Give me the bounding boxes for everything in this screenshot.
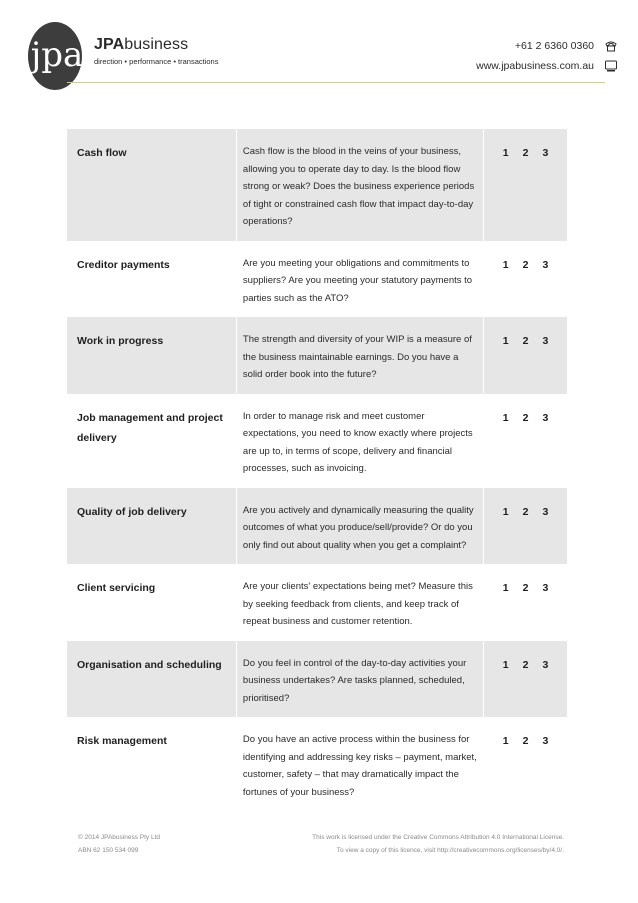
score-option[interactable]: 3 bbox=[542, 582, 549, 594]
score-option[interactable]: 3 bbox=[542, 411, 549, 424]
score-option[interactable]: 1 bbox=[502, 411, 509, 424]
category-description: Are you actively and dynamically measuring the quality outcomes of what you produce/sell/provide? Or do you only find out about quality when you get a complaint? bbox=[236, 488, 483, 565]
assessment-row bbox=[67, 641, 567, 718]
category-description: Do you have an active process within the business for identifying and addressing key risks – payment, market, customer, safety – that may dramatically impact the fortunes of your business? bbox=[236, 717, 483, 811]
score-options bbox=[484, 129, 567, 241]
copyright-text: © 2014 JPAbusiness Pty Ltd bbox=[78, 834, 160, 841]
brand-tagline: direction • performance • transactions bbox=[94, 57, 219, 66]
category-label: Creditor payments bbox=[67, 241, 236, 318]
score-options bbox=[484, 241, 567, 318]
assessment-row bbox=[67, 394, 567, 488]
score-option[interactable]: 2 bbox=[522, 582, 529, 594]
contact-block bbox=[476, 36, 618, 76]
monitor-icon bbox=[604, 59, 618, 73]
category-label: Risk management bbox=[67, 717, 236, 811]
website-link[interactable]: www.jpabusiness.com.au bbox=[476, 60, 594, 72]
category-label: Quality of job delivery bbox=[67, 488, 236, 565]
score-option[interactable]: 1 bbox=[502, 735, 509, 747]
license-link[interactable]: http://creativecommons.org/licenses/by/4.0/ bbox=[437, 847, 563, 854]
category-description: The strength and diversity of your WIP is a measure of the business maintainable earnings. Do you have a solid order book into the future? bbox=[236, 317, 483, 394]
score-option[interactable]: 2 bbox=[522, 335, 529, 347]
score-option[interactable]: 1 bbox=[502, 505, 509, 518]
phone-number: +61 2 6360 0360 bbox=[514, 40, 594, 52]
score-option[interactable]: 3 bbox=[542, 147, 549, 159]
score-option[interactable]: 2 bbox=[522, 658, 529, 671]
category-label: Client servicing bbox=[67, 564, 236, 641]
score-option[interactable]: 3 bbox=[542, 658, 549, 671]
category-description: Are your clients' expectations being met? Measure this by seeking feedback from clients, and keep track of repeat business and customer retention. bbox=[236, 564, 483, 641]
telephone-icon bbox=[604, 39, 618, 53]
assessment-row bbox=[67, 488, 567, 565]
score-options bbox=[484, 488, 567, 565]
score-option[interactable]: 2 bbox=[522, 505, 529, 518]
assessment-row bbox=[67, 317, 567, 394]
assessment-row bbox=[67, 129, 567, 241]
score-option[interactable]: 2 bbox=[522, 258, 529, 271]
score-options bbox=[484, 641, 567, 718]
category-label: Job management and project delivery bbox=[67, 394, 236, 488]
license-text: This work is licensed under the Creative Commons Attribution 4.0 International License. bbox=[312, 834, 564, 841]
category-description: Cash flow is the blood in the veins of your business, allowing you to operate day to day. Is the blood flow strong or weak? Does the business experience periods of tight or constrained cash flow that impact day-to-day operations? bbox=[236, 129, 483, 241]
category-label: Work in progress bbox=[67, 317, 236, 394]
score-option[interactable]: 2 bbox=[522, 735, 529, 747]
score-option[interactable]: 3 bbox=[542, 258, 549, 271]
score-option[interactable]: 3 bbox=[542, 735, 549, 747]
license-view-line: To view a copy of this licence, visit http://creativecommons.org/licenses/by/4.0/. bbox=[336, 847, 564, 854]
score-option[interactable]: 3 bbox=[542, 505, 549, 518]
score-option[interactable]: 1 bbox=[502, 147, 509, 159]
category-label: Cash flow bbox=[67, 129, 236, 241]
jpa-logo bbox=[27, 18, 83, 90]
logo-text: jpa bbox=[30, 35, 83, 75]
score-option[interactable]: 1 bbox=[502, 335, 509, 347]
assessment-table bbox=[67, 129, 567, 811]
score-option[interactable]: 2 bbox=[522, 411, 529, 424]
score-option[interactable]: 1 bbox=[502, 258, 509, 271]
assessment-row bbox=[67, 564, 567, 641]
score-option[interactable]: 3 bbox=[542, 335, 549, 347]
header-divider bbox=[67, 82, 605, 83]
score-option[interactable]: 1 bbox=[502, 658, 509, 671]
brand-name-bold: JPA bbox=[94, 36, 125, 53]
category-label: Organisation and scheduling bbox=[67, 641, 236, 718]
brand-name bbox=[94, 36, 188, 54]
page-header bbox=[0, 0, 638, 90]
category-description: Do you feel in control of the day-to-day activities your business undertakes? Are tasks planned, scheduled, prioritised? bbox=[236, 641, 483, 718]
score-options bbox=[484, 717, 567, 811]
assessment-row bbox=[67, 717, 567, 811]
score-options bbox=[484, 394, 567, 488]
category-description: In order to manage risk and meet customer expectations, you need to know exactly where projects are up to, in terms of scope, delivery and financial processes, such as invoicing. bbox=[236, 394, 483, 488]
score-option[interactable]: 2 bbox=[522, 147, 529, 159]
brand-name-rest: business bbox=[124, 36, 189, 53]
score-option[interactable]: 1 bbox=[502, 582, 509, 594]
assessment-row bbox=[67, 241, 567, 318]
abn-text: ABN 62 150 534 099 bbox=[78, 847, 139, 854]
category-description: Are you meeting your obligations and commitments to suppliers? Are you meeting your statutory payments to parties such as the ATO? bbox=[236, 241, 483, 318]
score-options bbox=[484, 564, 567, 641]
score-options bbox=[484, 317, 567, 394]
